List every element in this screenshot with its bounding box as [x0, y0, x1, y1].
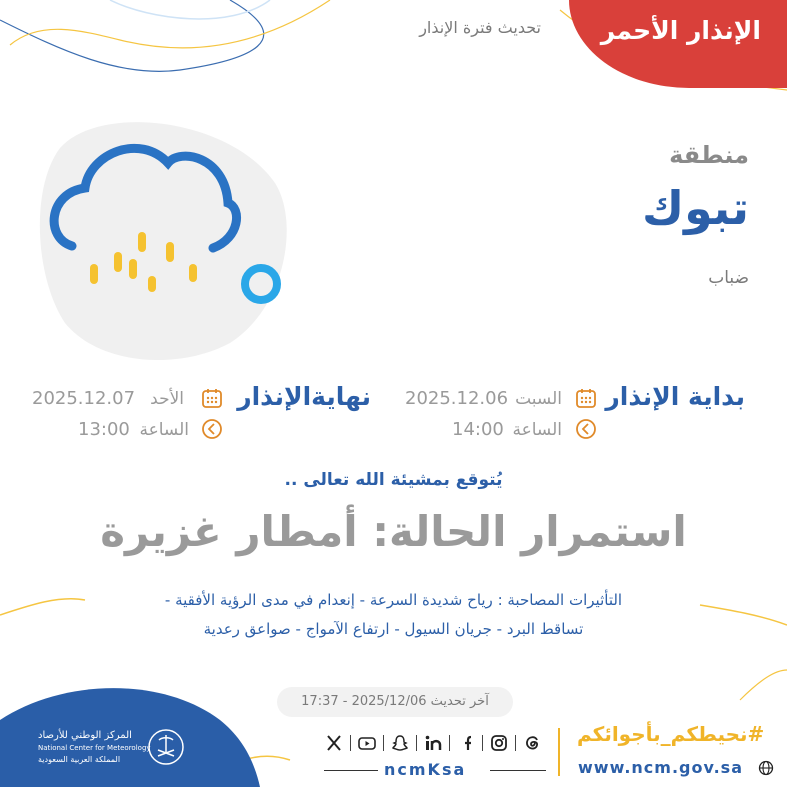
- linkedin-icon[interactable]: [423, 733, 443, 753]
- globe-icon: [758, 760, 774, 776]
- clock-icon: [575, 418, 597, 440]
- ncm-name-english: National Center for Meteorology: [38, 744, 151, 752]
- effects-line-1: التأثيرات المصاحبة : رياح شديدة السرعة - إنعدام في مدى الرؤية الأفقية -: [164, 591, 623, 609]
- warning-end-day: الأحد: [150, 389, 184, 409]
- clock-icon: [201, 418, 223, 440]
- red-warning-badge: [569, 0, 787, 88]
- update-period-label: تحديث فترة الإنذار: [419, 18, 541, 37]
- snapchat-icon[interactable]: [390, 733, 410, 753]
- forecast-intro: يُتوقع بمشيئة الله تعالى ..: [284, 470, 503, 490]
- threads-icon[interactable]: [522, 733, 542, 753]
- x-icon[interactable]: [324, 733, 344, 753]
- social-handle[interactable]: ncmKsa: [384, 760, 467, 779]
- hashtag: #نحيطكم_بأجوائكم: [577, 722, 765, 746]
- warning-end-time-label: الساعة: [139, 420, 189, 440]
- forecast-headline: استمرار الحالة: أمطار غزيرة: [100, 507, 687, 556]
- instagram-icon[interactable]: [489, 733, 509, 753]
- saudi-emblem-icon: [147, 728, 185, 766]
- separator: [416, 735, 417, 751]
- warning-start-title: بداية الإنذار: [605, 382, 745, 411]
- warning-start-day: السبت: [515, 389, 562, 409]
- handle-line-right: [490, 770, 546, 771]
- website-link[interactable]: www.ncm.gov.sa: [578, 758, 743, 777]
- social-icons-row: [324, 732, 546, 754]
- region-label: منطقة: [669, 141, 749, 169]
- warning-start-date: 2025.12.06: [405, 388, 509, 409]
- separator: [383, 735, 384, 751]
- separator: [482, 735, 483, 751]
- facebook-icon[interactable]: [456, 733, 476, 753]
- warning-end-time: 13:00: [78, 419, 130, 440]
- warning-end-date: 2025.12.07: [32, 388, 136, 409]
- badge-label: الإنذار الأحمر: [600, 16, 761, 45]
- separator: [350, 735, 351, 751]
- region-name: تبوك: [641, 181, 749, 235]
- separator: [515, 735, 516, 751]
- last-update-pill: آخر تحديث 2025/12/06 - 17:37: [277, 687, 513, 717]
- calendar-icon: [201, 387, 223, 409]
- ncm-country-arabic: المملكة العربية السعودية: [38, 755, 121, 764]
- footer-divider: [558, 728, 560, 776]
- separator: [449, 735, 450, 751]
- weather-condition: ضباب: [708, 268, 749, 288]
- effects-line-2: تساقط البرد - جريان السيول - ارتفاع الآمواج - صواعق رعدية: [203, 620, 584, 638]
- youtube-icon[interactable]: [357, 733, 377, 753]
- calendar-icon: [575, 387, 597, 409]
- handle-line-left: [324, 770, 378, 771]
- warning-start-time: 14:00: [452, 419, 504, 440]
- warning-start-time-label: الساعة: [512, 420, 562, 440]
- ncm-name-arabic: المركز الوطني للأرصاد: [38, 730, 132, 741]
- warning-end-title: نهايةالإنذار: [237, 382, 371, 411]
- weather-icon-panel: [30, 108, 300, 364]
